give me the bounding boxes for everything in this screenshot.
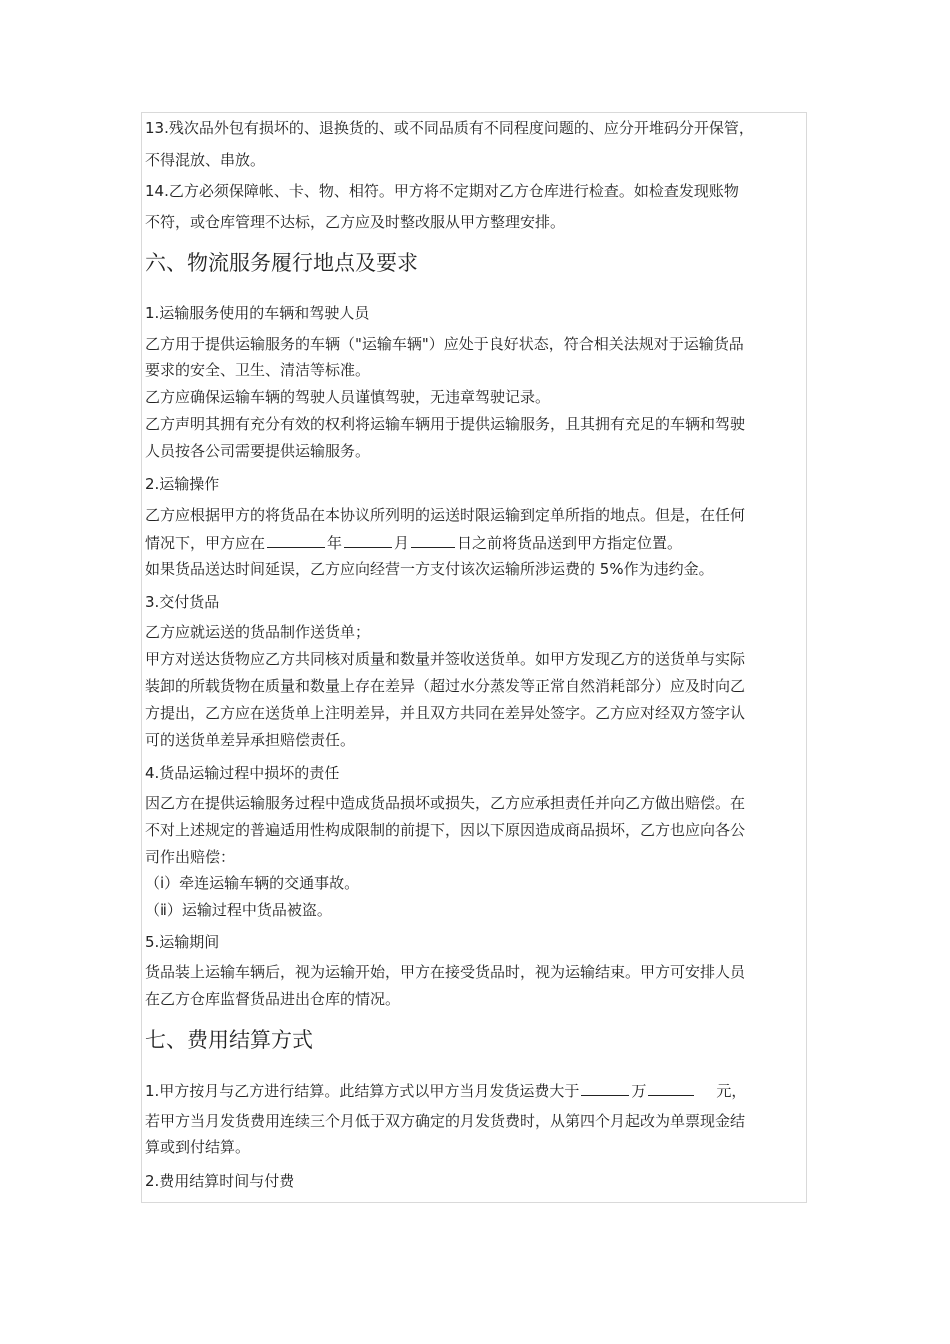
section-6-2-heading: 2.运输操作 bbox=[145, 475, 220, 493]
section-6-4-line: 因乙方在提供运输服务过程中造成货品损坏或损失，乙方应承担责任并向乙方做出赔偿。在 bbox=[145, 794, 746, 812]
item-14-line-1: 14.乙方必须保障帐、卡、物、相符。甲方将不定期对乙方仓库进行检查。如检查发现账物 bbox=[145, 182, 739, 200]
section-6-2-line-2 bbox=[145, 532, 682, 553]
amount-wan-blank bbox=[581, 1080, 629, 1096]
section-6-5-line: 货品装上运输车辆后，视为运输开始，甲方在接受货品时，视为运输结束。甲方可安排人员 bbox=[145, 963, 746, 981]
section-6-4-heading: 4.货品运输过程中损坏的责任 bbox=[145, 764, 340, 782]
date-year-blank bbox=[267, 532, 325, 548]
section-6-3-line: 可的送货单差异承担赔偿责任。 bbox=[145, 731, 356, 749]
line-1-text-start: 1.甲方按月与乙方进行结算。此结算方式以甲方当月发货运费大于 bbox=[145, 1082, 580, 1100]
amount-yuan-blank bbox=[648, 1080, 694, 1096]
section-6-3-heading: 3.交付货品 bbox=[145, 593, 220, 611]
yuan-label: 元， bbox=[716, 1082, 747, 1100]
section-6-1-line: 乙方用于提供运输服务的车辆（"运输车辆"）应处于良好状态，符合相关法规对于运输货品 bbox=[145, 335, 744, 353]
section-6-2-line-1: 乙方应根据甲方的将货品在本协议所列明的运送时限运输到定单所指的地点。但是，在任何 bbox=[145, 506, 746, 524]
section-7-1-line-3: 算或到付结算。 bbox=[145, 1138, 251, 1156]
section-6-heading: 六、物流服务履行地点及要求 bbox=[145, 251, 418, 275]
month-label: 月 bbox=[394, 534, 410, 552]
section-6-1-heading: 1.运输服务使用的车辆和驾驶人员 bbox=[145, 304, 370, 322]
section-6-2-line-3: 如果货品送达时间延误，乙方应向经营一方支付该次运输所涉运费的 5%作为违约金。 bbox=[145, 560, 714, 578]
section-6-1-line: 人员按各公司需要提供运输服务。 bbox=[145, 442, 371, 460]
section-7-heading: 七、费用结算方式 bbox=[145, 1028, 313, 1052]
item-13-line-1: 13.残次品外包有损坏的、退换货的、或不同品质有不同程度问题的、应分开堆码分开保管， bbox=[145, 119, 754, 137]
line-2-text-end: 日之前将货品送到甲方指定位置。 bbox=[457, 534, 683, 552]
section-6-3-line: 方提出，乙方应在送货单上注明差异，并且双方共同在差异处签字。乙方应对经双方签字认 bbox=[145, 704, 746, 722]
section-6-4-line: 不对上述规定的普遍适用性构成限制的前提下，因以下原因造成商品损坏，乙方也应向各公 bbox=[145, 821, 746, 839]
section-6-3-line: 乙方应就运送的货品制作送货单； bbox=[145, 623, 371, 641]
section-6-1-line: 乙方应确保运输车辆的驾驶人员谨慎驾驶，无违章驾驶记录。 bbox=[145, 388, 551, 406]
date-day-blank bbox=[411, 532, 455, 548]
item-13-line-2: 不得混放、串放。 bbox=[145, 151, 266, 169]
section-6-5-line: 在乙方仓库监督货品进出仓库的情况。 bbox=[145, 990, 401, 1008]
year-label: 年 bbox=[327, 534, 343, 552]
item-14-line-2: 不符，或仓库管理不达标，乙方应及时整改服从甲方整理安排。 bbox=[145, 213, 566, 231]
section-6-4-line: （ⅰ）牵连运输车辆的交通事故。 bbox=[145, 874, 360, 892]
section-6-4-line: （ⅱ）运输过程中货品被盗。 bbox=[145, 901, 332, 919]
section-7-2-heading: 2.费用结算时间与付费 bbox=[145, 1172, 295, 1190]
section-7-1-line-1 bbox=[145, 1080, 746, 1101]
section-6-3-line: 甲方对送达货物应乙方共同核对质量和数量并签收送货单。如甲方发现乙方的送货单与实际 bbox=[145, 650, 746, 668]
line-2-text-start: 情况下，甲方应在 bbox=[145, 534, 266, 552]
section-7-1-line-2: 若甲方当月发货费用连续三个月低于双方确定的月发货费时，从第四个月起改为单票现金结 bbox=[145, 1112, 746, 1130]
section-6-4-line: 司作出赔偿： bbox=[145, 848, 236, 866]
date-month-blank bbox=[344, 532, 392, 548]
section-6-5-heading: 5.运输期间 bbox=[145, 933, 220, 951]
section-6-1-line: 乙方声明其拥有充分有效的权利将运输车辆用于提供运输服务，且其拥有充足的车辆和驾驶 bbox=[145, 415, 746, 433]
section-6-1-line: 要求的安全、卫生、清洁等标准。 bbox=[145, 361, 371, 379]
wan-label: 万 bbox=[631, 1082, 647, 1100]
section-6-3-line: 装卸的所载货物在质量和数量上存在差异（超过水分蒸发等正常自然消耗部分）应及时向乙 bbox=[145, 677, 746, 695]
